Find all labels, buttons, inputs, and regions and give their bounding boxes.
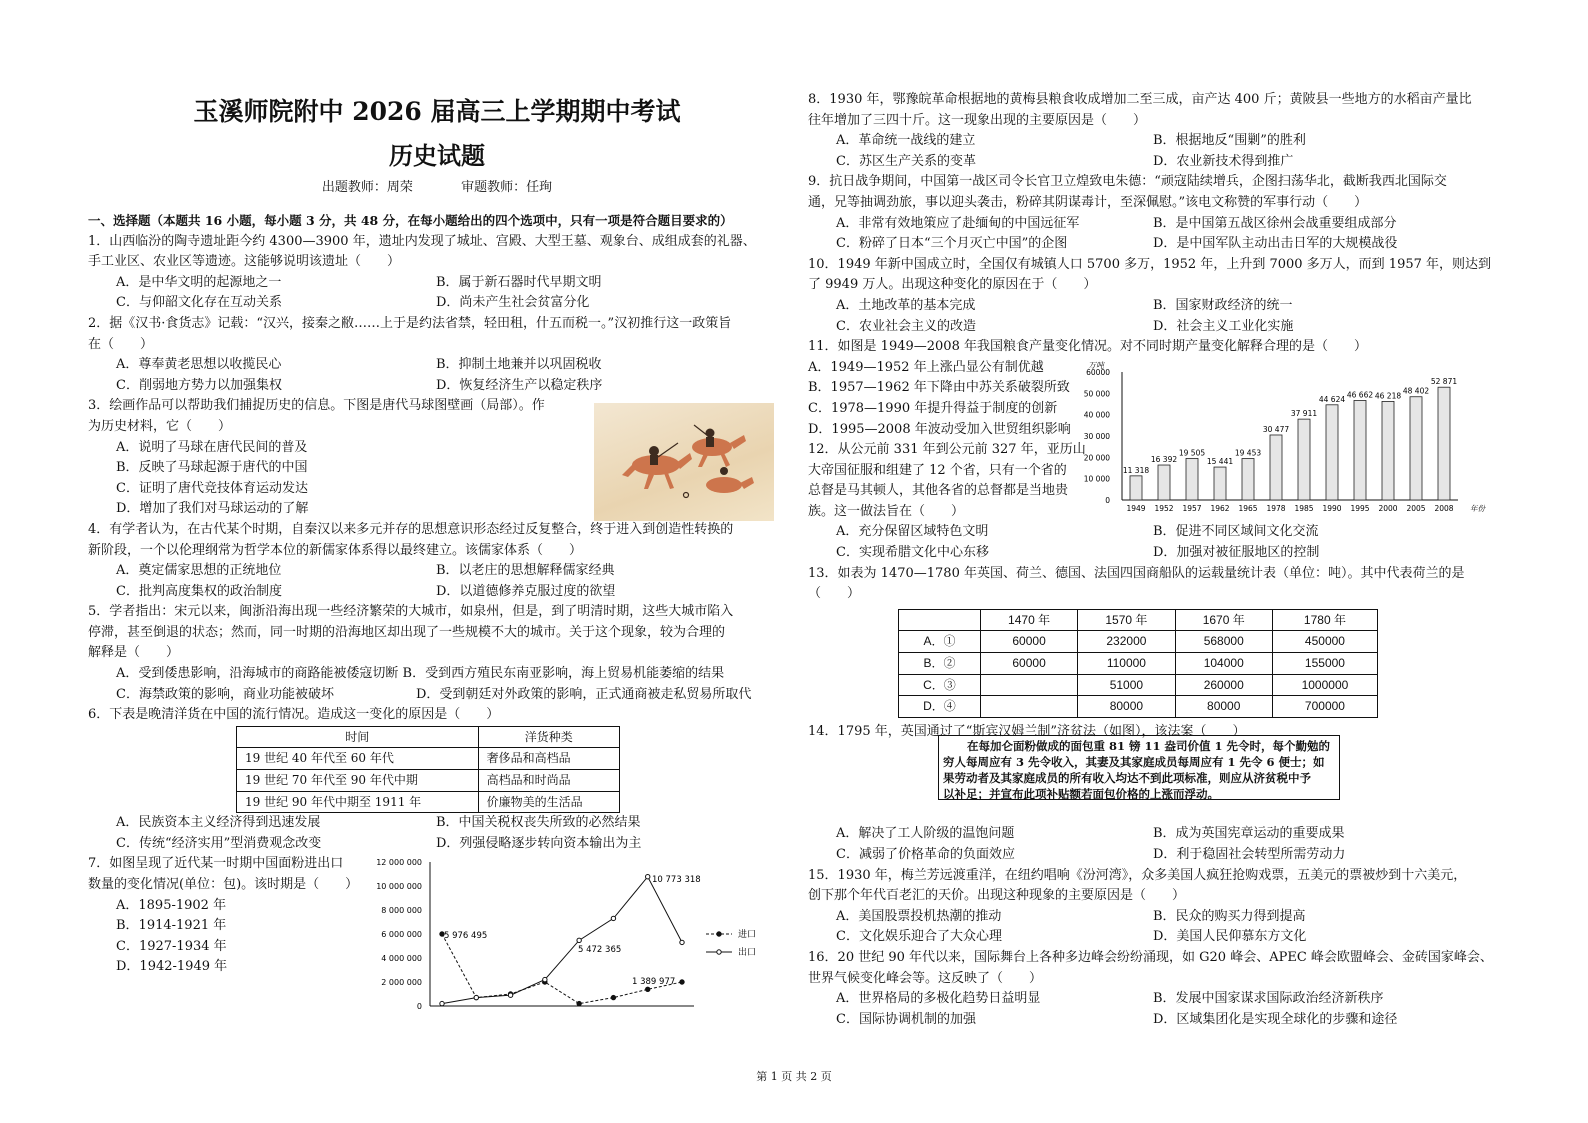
flour-legend-marker xyxy=(717,932,721,936)
q5-stem: 5．学者指出：宋元以来，闽浙沿海出现一些经济繁荣的大城市，如泉州，但是，到了明清时期，这些大城市陷入 xyxy=(88,604,734,620)
flour-y-tick-label: 8 000 000 xyxy=(381,906,422,915)
q12-stem: 12．从公元前 331 年到公元前 327 年，亚历山 xyxy=(808,442,1086,458)
option[interactable]: D．加强对被征服地区的控制 xyxy=(1153,545,1320,561)
q5-options xyxy=(88,685,786,706)
table-cell: 19 世纪 40 年代至 60 年代 xyxy=(237,748,479,770)
grain-value-label: 44 624 xyxy=(1318,394,1346,404)
flour-data-point xyxy=(577,938,581,942)
grain-y-tick-label: 10 000 xyxy=(1083,474,1110,484)
q6-stem: 6．下表是晚清洋货在中国的流行情况。造成这一变化的原因是（ ） xyxy=(88,707,500,723)
table-cell: 1000000 xyxy=(1272,674,1377,696)
option[interactable]: A．1949—1952 年上涨凸显公有制优越 xyxy=(808,359,1044,375)
flour-data-label: 1 389 977 xyxy=(632,977,676,987)
option[interactable]: A．革命统一战线的建立 xyxy=(836,133,976,149)
option[interactable]: D．以道德修养克服过度的欲望 xyxy=(436,583,616,599)
grain-bar xyxy=(1326,405,1338,500)
q1-stem: 手工业区、农业区等遗迹。这能够说明该遗址（ ） xyxy=(88,254,401,270)
right-column xyxy=(808,90,1508,1030)
quote-line: 在每加仑面粉做成的面包重 81 镑 11 盎司价值 1 先令时，每个勤勉的 xyxy=(967,739,1331,753)
grain-x-tick-label: 1985 xyxy=(1294,504,1314,513)
table-cell: 700000 xyxy=(1272,696,1377,718)
flour-y-tick-label: 4 000 000 xyxy=(381,954,422,963)
option[interactable]: C．减弱了价格革命的负面效应 xyxy=(836,847,1015,862)
q9-stem: 通，兄等抽调劲旅，事以迎头袭击，粉碎其阴谋毒计，至深佩慰。”该电文称赞的军事行动（ ） xyxy=(808,194,1368,210)
table-cell[interactable]: C．③ xyxy=(899,674,981,696)
table-cell: 110000 xyxy=(1078,653,1175,675)
q3-stem: 为历史材料，它（ ） xyxy=(88,418,232,434)
q1-options xyxy=(88,273,786,294)
option[interactable]: B．以老庄的思想解释儒家经典 xyxy=(436,563,615,579)
table-cell[interactable]: D．④ xyxy=(899,696,981,718)
flour-data-point xyxy=(543,977,547,981)
grain-x-tick-label: 1949 xyxy=(1126,504,1146,513)
q1-stem: 1．山西临汾的陶寺遗址距今约 4300—3900 年，遗址内发现了城址、宫殿、大型王墓、观象台、成组成套的礼器、 xyxy=(88,233,756,249)
q16-stem: 16．20 世纪 90 年代以来，国际舞台上各种多边峰会纷纷涌现，如 G20 峰会、APEC 峰会欧盟峰会、金砖国家峰会、 xyxy=(808,949,1493,965)
grain-x-tick-label: 2005 xyxy=(1406,504,1426,513)
option[interactable]: B．国家财政经济的统一 xyxy=(1153,297,1293,313)
table-cell: 奢侈品和高档品 xyxy=(478,748,619,770)
table-row xyxy=(237,791,620,813)
option[interactable]: B．1957—1962 年下降由中苏关系破裂所致 xyxy=(808,380,1070,396)
grain-bar xyxy=(1438,387,1450,500)
q16-stem: 世界气候变化峰会等。这反映了（ ） xyxy=(808,970,1043,986)
table-row xyxy=(899,653,1378,675)
option[interactable]: B．成为英国宪章运动的重要成果 xyxy=(1153,826,1345,842)
option[interactable]: D．受到朝廷对外政策的影响，正式通商被走私贸易所取代 xyxy=(416,686,752,702)
option[interactable]: C．1927-1934 年 xyxy=(116,938,227,954)
option[interactable]: C．实现希腊文化中心东移 xyxy=(836,545,989,561)
flour-data-point xyxy=(611,995,615,999)
option[interactable]: C．粉碎了日本“三个月灭亡中国”的企图 xyxy=(836,236,1068,252)
q3-stem: 3．绘画作品可以帮助我们捕捉历史的信息。下图是唐代马球图壁画（局部）。作 xyxy=(88,398,545,414)
q8-stem: 往年增加了三四十斤。这一现象出现的主要原因是（ ） xyxy=(808,112,1147,128)
grain-bar xyxy=(1410,397,1422,500)
page-footer: 第 1 页 共 2 页 xyxy=(756,1070,832,1083)
grain-value-label: 11 318 xyxy=(1122,465,1150,475)
option[interactable]: B．抑制土地兼并以巩固税收 xyxy=(436,357,602,373)
reviewer: 审题教师：任珣 xyxy=(461,180,553,195)
q9-stem: 9．抗日战争期间，中国第一战区司令长官卫立煌致电朱德：“顽寇陆续增兵，企图扫荡华北，截断我西北国际交 xyxy=(808,174,1447,190)
table-cell: 104000 xyxy=(1175,653,1272,675)
option[interactable]: B．发展中国家谋求国际政治经济新秩序 xyxy=(1153,991,1384,1007)
option[interactable]: D．利于稳固社会转型所需劳动力 xyxy=(1153,847,1346,862)
grain-x-tick-label: 1978 xyxy=(1266,504,1286,513)
option[interactable]: D．1995—2008 年波动受加入世贸组织影响 xyxy=(808,421,1071,437)
grain-value-label: 48 402 xyxy=(1402,386,1430,396)
grain-bar xyxy=(1130,476,1142,500)
q12-stem: 大帝国征服和组建了 12 个省，只有一个省的 xyxy=(808,462,1067,478)
table-cell: 51000 xyxy=(1078,674,1175,696)
q8-options xyxy=(808,152,1508,173)
q16-options xyxy=(808,1010,1508,1031)
grain-axes xyxy=(1084,361,1487,513)
flour-y-tick-label: 12 000 000 xyxy=(376,858,422,867)
grain-bar xyxy=(1186,458,1198,500)
table-cell[interactable]: B．② xyxy=(899,653,981,675)
option[interactable]: A．是中华文明的起源地之一 xyxy=(116,274,282,290)
table-header: 洋货种类 xyxy=(478,726,619,748)
option[interactable]: C．证明了唐代竞技体育运动发达 xyxy=(116,480,308,496)
q8-stem: 8．1930 年，鄂豫皖革命根据地的黄梅县粮食收成增加二至三成，亩产达 400 斤；黄陂县一些地方的水稻亩产量比 xyxy=(808,92,1472,107)
table-cell: 19 世纪 90 年代中期至 1911 年 xyxy=(237,791,479,813)
flour-data-point xyxy=(680,980,684,984)
option[interactable]: D．农业新技术得到推广 xyxy=(1153,153,1294,169)
q14-options xyxy=(808,824,1508,845)
option[interactable]: B．属于新石器时代早期文明 xyxy=(436,274,602,290)
grain-y-tick-label: 40 000 xyxy=(1083,410,1110,420)
q14-options xyxy=(808,845,1508,866)
q2-stem: 2．据《汉书·食货志》记载：“汉兴，接秦之敝……上于是约法省禁，轻田租，什五而税一。”汉初推行这一政策旨 xyxy=(88,315,732,331)
flour-data-point xyxy=(646,987,650,991)
table-cell: 60000 xyxy=(980,653,1077,675)
q5-stem: 解释是（ ） xyxy=(88,645,180,661)
flour-y-tick-label: 0 xyxy=(416,1002,422,1011)
option[interactable]: C．1978—1990 年提升得益于制度的创新 xyxy=(808,400,1058,416)
grain-x-tick-label: 2008 xyxy=(1434,504,1454,513)
grain-y-tick-label: 60000 xyxy=(1086,368,1110,377)
table-header: 1570 年 xyxy=(1078,609,1175,631)
option[interactable]: C．批判高度集权的政治制度 xyxy=(116,583,282,599)
grain-x-tick-label: 2000 xyxy=(1378,504,1398,513)
option[interactable]: A．土地改革的基本完成 xyxy=(836,297,976,313)
grain-x-tick-label: 1962 xyxy=(1210,504,1230,513)
exam-subtitle: 历史试题 xyxy=(389,141,485,170)
option[interactable]: A．受到倭患影响，沿海城市的商路能被倭寇切断 B．受到西方殖民东南亚影响，海上贸易机能萎缩的结果 xyxy=(116,666,725,682)
grain-x-tick-label: 1952 xyxy=(1154,504,1174,513)
option[interactable]: B．1914-1921 年 xyxy=(116,918,227,934)
table-cell xyxy=(980,696,1077,718)
flour-marks xyxy=(440,875,756,1006)
table-cell[interactable]: A．① xyxy=(899,631,981,653)
flour-y-tick-label: 6 000 000 xyxy=(381,930,422,939)
option[interactable]: A．尊奉黄老思想以收揽民心 xyxy=(116,357,282,373)
option[interactable]: B．是中国第五战区徐州会战重要组成部分 xyxy=(1153,215,1397,231)
q10-stem: 了 9949 万人。出现这种变化的原因在于（ ） xyxy=(808,277,1097,293)
q10-options xyxy=(808,296,1508,317)
grain-output-chart xyxy=(1082,360,1488,520)
option[interactable]: D．1942-1949 年 xyxy=(116,959,228,975)
q4-stem: 4．有学者认为，在古代某个时期，自秦汉以来多元并存的思想意识形态经过反复整合，终于进入到创造性转换的 xyxy=(88,521,734,537)
grain-value-label: 15 441 xyxy=(1206,457,1234,467)
option[interactable]: C．传统“经济实用”型消费观念改变 xyxy=(116,835,322,851)
table-cell: 260000 xyxy=(1175,674,1272,696)
grain-value-label: 46 662 xyxy=(1346,390,1374,400)
quote-line: 以补足；并宣布此项补贴额若面包价格的上涨而浮动。 xyxy=(943,787,1219,801)
option[interactable]: D．列强侵略逐步转向资本输出为主 xyxy=(436,835,642,851)
option[interactable]: B．中国关税权丧失所致的必然结果 xyxy=(436,815,641,831)
grain-y-tick-label: 20 000 xyxy=(1083,453,1110,463)
table-header: 1470 年 xyxy=(980,609,1077,631)
q2-stem: 在（ ） xyxy=(88,336,154,352)
grain-value-label: 37 911 xyxy=(1290,409,1318,419)
q12-stem: 总督是马其顿人，其他各省的总督都是当地贵 xyxy=(808,483,1069,499)
flour-legend-label: 出口 xyxy=(738,948,757,958)
option[interactable]: C．苏区生产关系的变革 xyxy=(836,153,976,169)
author: 出题教师：周荣 xyxy=(321,180,413,195)
option[interactable]: D．是中国军队主动出击日军的大规模战役 xyxy=(1153,236,1398,252)
q13-table xyxy=(898,609,1378,718)
q10-stem: 10．1949 年新中国成立时，全国仅有城镇人口 5700 多万，1952 年，上升到 7000 多万人，而到 1957 年，则达到 xyxy=(808,256,1492,272)
q15-options xyxy=(808,927,1508,948)
quote-line: 果劳动者及其家庭成员的所有收入均达不到此项标准，则应从济贫税中予 xyxy=(943,771,1311,785)
grain-bar xyxy=(1242,459,1254,500)
grain-bar xyxy=(1354,400,1366,500)
table-cell: 450000 xyxy=(1272,631,1377,653)
q7-stem: 数量的变化情况(单位：包)。该时期是（ ） xyxy=(88,877,359,892)
table-row xyxy=(237,748,620,770)
section-heading: 一、选择题（本题共 16 小题，每小题 3 分，共 48 分，在每小题给出的四个选项中，只有一项是符合题目要求的） xyxy=(88,213,733,228)
q6-table xyxy=(236,726,620,813)
option[interactable]: C．文化娱乐迎合了大众心理 xyxy=(836,929,1002,945)
grain-value-label: 30 477 xyxy=(1262,424,1290,434)
q12-options xyxy=(808,543,1508,564)
flour-data-label: 5 472 365 xyxy=(578,945,622,955)
grain-x-tick-label: 1965 xyxy=(1238,504,1258,513)
grain-y-tick-label: 30 000 xyxy=(1083,432,1110,441)
table-cell: 高档品和时尚品 xyxy=(478,770,619,792)
table-row xyxy=(899,631,1378,653)
option[interactable]: D．社会主义工业化实施 xyxy=(1153,318,1294,334)
q10-options xyxy=(808,317,1508,338)
table-cell: 60000 xyxy=(980,631,1077,653)
q15-options xyxy=(808,907,1508,928)
q4-options xyxy=(88,582,786,603)
q16-options xyxy=(808,989,1508,1010)
grain-value-label: 19 505 xyxy=(1178,448,1206,458)
q4-options xyxy=(88,561,786,582)
grain-value-label: 46 218 xyxy=(1374,391,1402,401)
option[interactable]: D．区域集团化是实现全球化的步骤和途径 xyxy=(1153,1011,1398,1027)
grain-bar xyxy=(1382,401,1394,500)
flour-data-point xyxy=(440,1001,444,1005)
option[interactable]: C．海禁政策的影响，商业功能被破坏 xyxy=(116,686,334,702)
exam-title: 玉溪师院附中 2026 届高三上学期期中考试 xyxy=(193,97,681,126)
table-cell: 价廉物美的生活品 xyxy=(478,791,619,813)
q12-stem: 族。这一做法旨在（ ） xyxy=(808,503,965,519)
grain-value-label: 19 453 xyxy=(1234,448,1262,458)
table-cell: 80000 xyxy=(1175,696,1272,718)
table-cell: 80000 xyxy=(1078,696,1175,718)
grain-x-axis-label: 年份 xyxy=(1470,504,1485,513)
grain-value-label: 16 392 xyxy=(1150,455,1178,465)
grain-bar xyxy=(1214,467,1226,500)
table-header: 1780 年 xyxy=(1272,609,1377,631)
option[interactable]: D．增加了我们对马球运动的了解 xyxy=(116,501,309,517)
option[interactable]: C．国际协调机制的加强 xyxy=(836,1011,976,1027)
table-header: 时间 xyxy=(237,726,479,748)
option[interactable]: A．解决了工人阶级的温饱问题 xyxy=(836,826,1015,842)
q1-options xyxy=(88,293,786,314)
grain-bar xyxy=(1158,465,1170,500)
option[interactable]: C．削弱地方势力以加强集权 xyxy=(116,377,282,393)
grain-y-tick-label: 0 xyxy=(1105,496,1110,505)
flour-data-point xyxy=(508,993,512,997)
grain-bar xyxy=(1270,435,1282,500)
grain-x-tick-label: 1995 xyxy=(1350,504,1370,513)
table-cell: 155000 xyxy=(1272,653,1377,675)
flour-data-point xyxy=(577,1001,581,1005)
q9-options xyxy=(808,214,1508,235)
table-header xyxy=(899,609,981,631)
q2-options xyxy=(88,376,786,397)
table-cell: 19 世纪 70 年代至 90 年代中期 xyxy=(237,770,479,792)
flour-data-point xyxy=(474,995,478,999)
option[interactable]: A．民族资本主义经济得到迅速发展 xyxy=(116,815,321,831)
option[interactable]: A．世界格局的多极化趋势日益明显 xyxy=(836,991,1041,1007)
option[interactable]: B．促进不同区域间文化交流 xyxy=(1153,524,1319,540)
flour-y-tick-label: 2 000 000 xyxy=(381,978,422,987)
table-cell: 568000 xyxy=(1175,631,1272,653)
grain-value-label: 52 871 xyxy=(1430,377,1458,387)
grain-x-tick-label: 1990 xyxy=(1322,504,1342,513)
option[interactable]: D．尚未产生社会贫富分化 xyxy=(436,295,590,311)
table-cell xyxy=(980,674,1077,696)
q2-options xyxy=(88,355,786,376)
flour-data-point xyxy=(611,916,615,920)
q13-stem: 13．如表为 1470—1780 年英国、荷兰、德国、法国四国商船队的运载量统计表（单位：吨）。其中代表荷兰的是 xyxy=(808,565,1465,581)
flour-data-label: 10 773 318 xyxy=(652,875,701,885)
quote-line: 穷人每周应有 3 先令收入，其妻及其家庭成员每周应有 1 先令 6 便士；如 xyxy=(943,755,1325,769)
flour-trade-chart xyxy=(376,852,780,1022)
option[interactable]: A．非常有效地策应了赴缅甸的中国远征军 xyxy=(836,215,1080,231)
option[interactable]: A．美国股票投机热潮的推动 xyxy=(836,908,1002,924)
q4-stem: 新阶段，一个以伦理纲常为哲学本位的新儒家体系得以最终建立。该儒家体系（ ） xyxy=(88,542,583,558)
option[interactable]: C．与仰韶文化存在互动关系 xyxy=(116,295,282,311)
q15-stem: 15．1930 年，梅兰芳远渡重洋，在纽约唱响《汾河湾》，众多美国人疯狂抢购戏票，五美元的票被炒到十六美元， xyxy=(808,867,1467,883)
flour-y-tick-label: 10 000 000 xyxy=(376,882,422,891)
grain-marks xyxy=(1123,377,1457,513)
grain-y-tick-label: 50 000 xyxy=(1083,389,1110,399)
q14-stem: 14．1795 年，英国通过了“斯宾汉姆兰制”济贫法（如图），该法案（ ） xyxy=(808,723,1246,739)
table-header: 1670 年 xyxy=(1175,609,1272,631)
grain-bar xyxy=(1298,419,1310,500)
q15-stem: 创下那个年代百老汇的天价。出现这种现象的主要原因是（ ） xyxy=(808,888,1186,904)
q13-stem: （ ） xyxy=(808,586,861,602)
q6-options xyxy=(88,813,786,834)
flour-data-point xyxy=(680,940,684,944)
flour-legend-marker xyxy=(717,950,721,954)
teachers-line xyxy=(88,176,786,195)
flour-data-point xyxy=(646,875,650,879)
table-row xyxy=(899,674,1378,696)
grain-y-unit: 万吨 xyxy=(1088,361,1104,370)
polo-fresco-image xyxy=(594,403,774,521)
option[interactable]: B．民众的购买力得到提高 xyxy=(1153,908,1306,924)
q11-stem: 11．如图是 1949—2008 年我国粮食产量变化情况。对不同时期产量变化解释合理的是（ ） xyxy=(808,339,1367,355)
option[interactable]: A．说明了马球在唐代民间的普及 xyxy=(116,439,308,455)
table-row xyxy=(899,696,1378,718)
flour-data-label: 5 976 495 xyxy=(444,931,488,941)
option[interactable]: C．农业社会主义的改造 xyxy=(836,318,976,334)
option[interactable]: A．充分保留区域特色文明 xyxy=(836,524,989,540)
q7-stem: 7．如图呈现了近代某一时期中国面粉进出口 xyxy=(88,856,344,872)
grain-x-tick-label: 1957 xyxy=(1182,504,1202,513)
option[interactable]: A．奠定儒家思想的正统地位 xyxy=(116,563,282,579)
option[interactable]: B．反映了马球起源于唐代的中国 xyxy=(116,460,308,476)
flour-series-line xyxy=(442,934,682,1004)
table-row xyxy=(237,770,620,792)
q8-options xyxy=(808,131,1508,152)
polo-fresco-drawing xyxy=(594,403,774,521)
option[interactable]: A．1895-1902 年 xyxy=(116,897,227,913)
option[interactable]: D．美国人民仰慕东方文化 xyxy=(1153,929,1307,945)
q12-options xyxy=(808,522,1508,543)
flour-legend-label: 进口 xyxy=(738,930,757,940)
q9-options xyxy=(808,234,1508,255)
option[interactable]: D．恢复经济生产以稳定秩序 xyxy=(436,377,603,393)
q5-stem: 停滞，甚至倒退的状态；然而，同一时期的沿海地区却出现了一些规模不大的城市。关于这个现象，较为合理的 xyxy=(88,624,726,640)
option[interactable]: B．根据地反“围剿”的胜利 xyxy=(1153,133,1306,149)
table-cell: 232000 xyxy=(1078,631,1175,653)
poor-law-quote xyxy=(938,735,1340,800)
